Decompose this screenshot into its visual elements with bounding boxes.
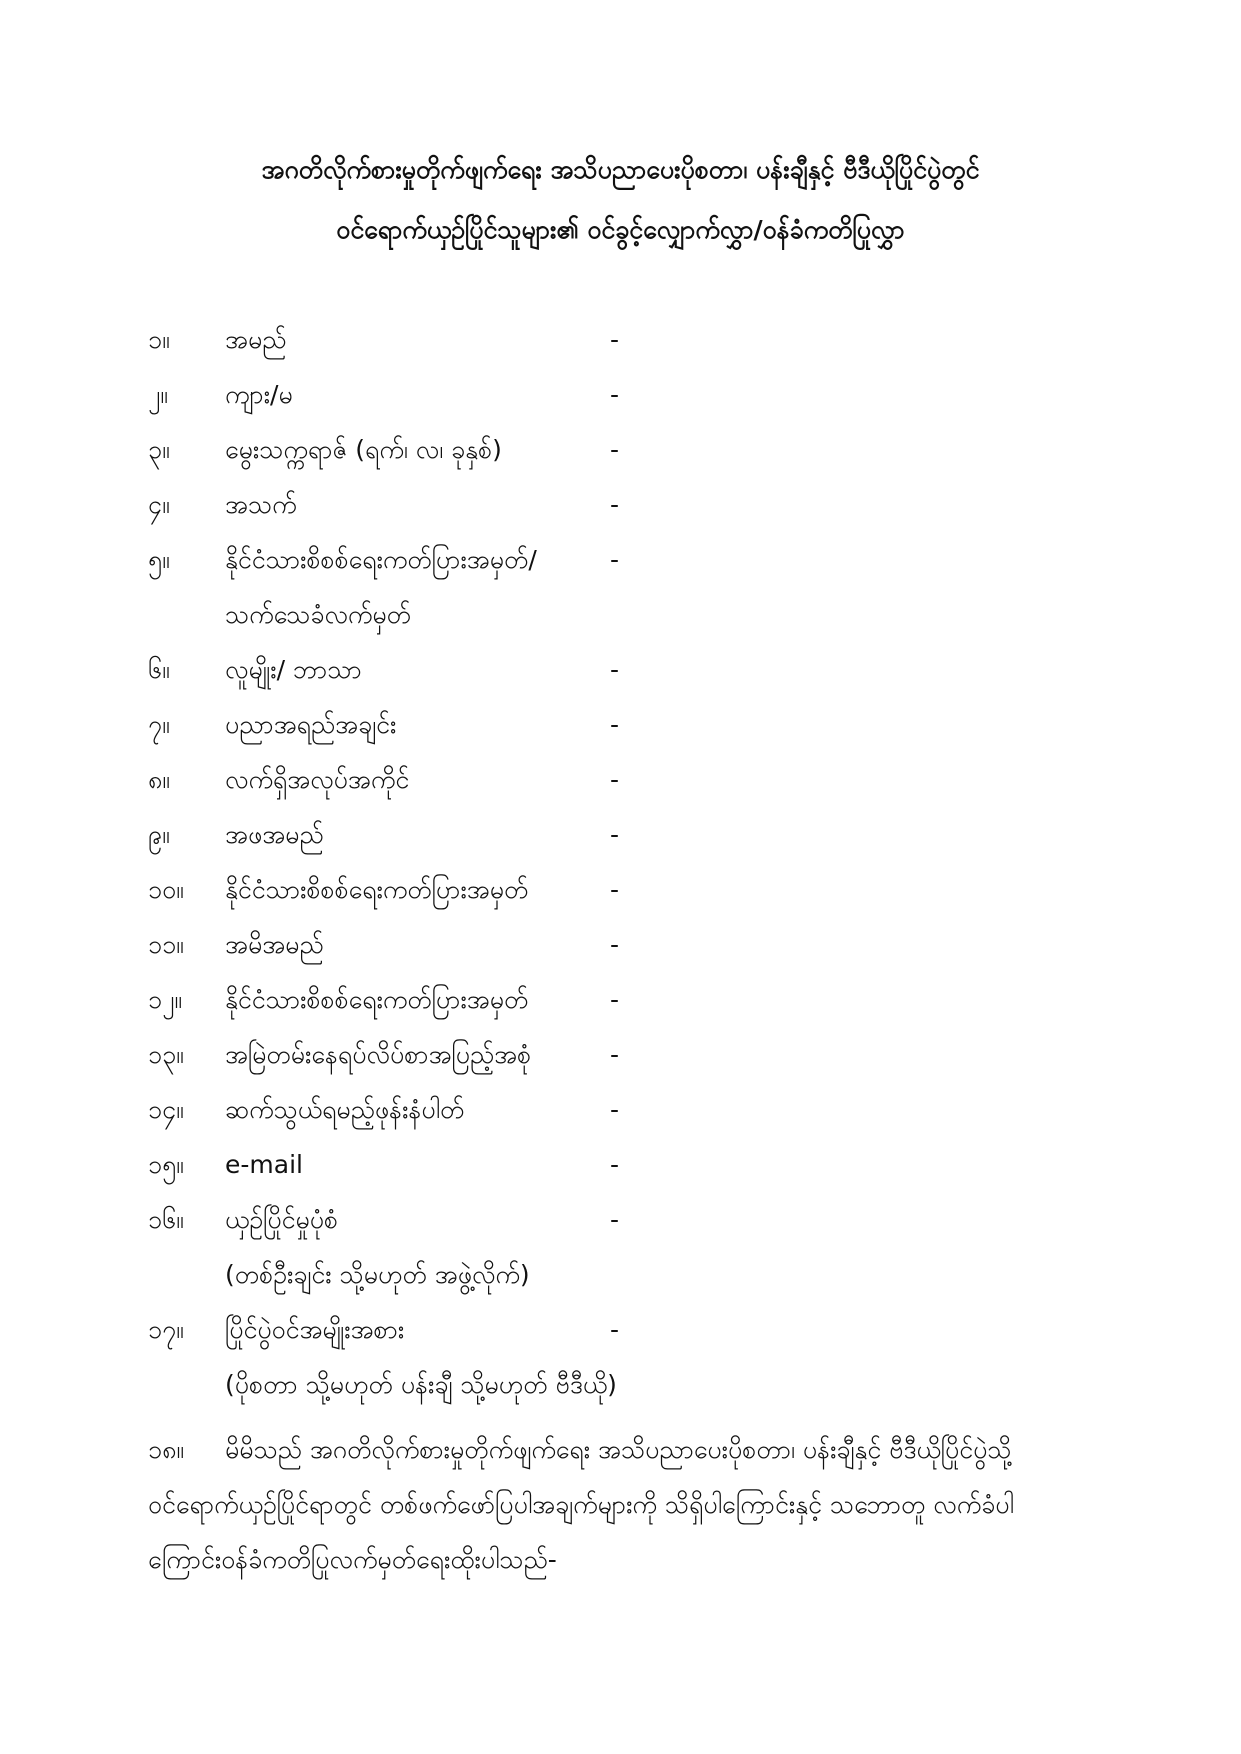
- form-field-row: [148, 752, 1148, 807]
- field-value-dash: -: [610, 325, 620, 354]
- field-label: ပြိုင်ပွဲဝင်အမျိုးအစား: [225, 1315, 405, 1344]
- declaration-line-3: ကြောင်းဝန်ခံကတိပြုလက်မှတ်ရေးထိုးပါသည်-: [148, 1545, 557, 1574]
- field-value-dash: -: [610, 490, 620, 519]
- field-value-dash: -: [610, 1315, 620, 1344]
- field-number: ၇။: [148, 710, 170, 739]
- field-label: ယှဉ်ပြိုင်မှုပုံစံ: [225, 1205, 339, 1234]
- form-field-row: [148, 1027, 1148, 1082]
- form-field-row: [148, 532, 1148, 587]
- declaration-line-2: ဝင်ရောက်ယှဉ်ပြိုင်ရာတွင် တစ်ဖက်ဖော်ပြပါအချက်များကို သိရှိပါကြောင်းနှင့် သဘောတူ လက်ခံပါ: [148, 1490, 1014, 1519]
- field-label: အဖအမည်: [225, 820, 324, 849]
- form-field-row: [148, 642, 1148, 697]
- declaration-paragraph: [148, 1422, 1148, 1587]
- form-field-row: [148, 477, 1148, 532]
- field-number: ၆။: [148, 655, 170, 684]
- field-number: ၁၇။: [148, 1315, 184, 1344]
- field-number: ၁၀။: [148, 875, 184, 904]
- form-field-list: [148, 312, 1148, 1412]
- form-field-row: [148, 1302, 1148, 1357]
- field-number: ၃။: [148, 435, 170, 464]
- field-label: အသက်: [225, 490, 297, 519]
- field-number: ၉။: [148, 820, 170, 849]
- form-field-row: [148, 1192, 1148, 1247]
- field-label: အမြဲတမ်းနေရပ်လိပ်စာအပြည့်အစုံ: [225, 1040, 532, 1069]
- field-label: သက်သေခံလက်မှတ်: [225, 600, 411, 629]
- form-field-row: [148, 367, 1148, 422]
- field-number: ၁၅။: [148, 1150, 184, 1179]
- declaration-number: ၁၈။: [148, 1435, 184, 1464]
- form-field-row: [148, 807, 1148, 862]
- field-label: (တစ်ဦးချင်း သို့မဟုတ် အဖွဲ့လိုက်): [225, 1260, 530, 1289]
- field-value-dash: -: [610, 985, 620, 1014]
- field-value-dash: -: [610, 820, 620, 849]
- form-field-row: [148, 1137, 1148, 1192]
- field-label: နိုင်ငံသားစိစစ်ရေးကတ်ပြားအမှတ်: [225, 985, 529, 1014]
- field-label: အမည်: [225, 325, 287, 354]
- form-field-row: [148, 697, 1148, 752]
- declaration-text-1: မိမိသည် အဂတိလိုက်စားမှုတိုက်ဖျက်ရေး အသိပညာပေးပိုစတာ၊ ပန်းချီနှင့် ဗီဒီယိုပြိုင်ပွဲသို့: [225, 1435, 1012, 1464]
- field-value-dash: -: [610, 545, 620, 574]
- field-number: ၂။: [148, 380, 168, 409]
- field-number: ၅။: [148, 545, 170, 574]
- declaration-line-1: [148, 1422, 1148, 1477]
- field-label: ဆက်သွယ်ရမည့်ဖုန်းနံပါတ်: [225, 1095, 465, 1124]
- field-value-dash: -: [610, 765, 620, 794]
- title-line-1: အဂတိလိုက်စားမှုတိုက်ဖျက်ရေး အသိပညာပေးပိုစတာ၊ ပန်းချီနှင့် ဗီဒီယိုပြိုင်ပွဲတွင်: [261, 155, 980, 184]
- field-number: ၁၂။: [148, 985, 182, 1014]
- title-line-2: ဝင်ရောက်ယှဉ်ပြိုင်သူများ၏ ဝင်ခွင့်လျှောက်လွှာ/ဝန်ခံကတိပြုလွှာ: [336, 215, 905, 244]
- form-field-row: [148, 1082, 1148, 1137]
- field-value-dash: -: [610, 1095, 620, 1124]
- field-label: နိုင်ငံသားစိစစ်ရေးကတ်ပြားအမှတ်: [225, 875, 529, 904]
- form-field-row: [148, 862, 1148, 917]
- field-value-dash: -: [610, 930, 620, 959]
- field-number: ၄။: [148, 490, 170, 519]
- field-label: ကျား/မ: [225, 380, 293, 409]
- field-label: အမိအမည်: [225, 930, 324, 959]
- field-label: လူမျိုး/ ဘာသာ: [225, 655, 362, 684]
- field-label: e-mail: [225, 1150, 303, 1179]
- field-label: (ပိုစတာ သို့မဟုတ် ပန်းချီ သို့မဟုတ် ဗီဒီယို): [225, 1370, 617, 1399]
- field-value-dash: -: [610, 435, 620, 464]
- form-field-row: [148, 972, 1148, 1027]
- field-value-dash: -: [610, 655, 620, 684]
- form-field-continuation: [148, 1357, 1148, 1412]
- field-number: ၁။: [148, 325, 170, 354]
- form-field-row: [148, 312, 1148, 367]
- field-value-dash: -: [610, 380, 620, 409]
- field-label: နိုင်ငံသားစိစစ်ရေးကတ်ပြားအမှတ်/: [225, 545, 537, 574]
- field-label: မွေးသက္ကရာဇ် (ရက်၊ လ၊ ခုနှစ်): [225, 435, 502, 464]
- field-number: ၁၆။: [148, 1205, 184, 1234]
- field-number: ၁၄။: [148, 1095, 184, 1124]
- form-field-row: [148, 917, 1148, 972]
- field-number: ၈။: [148, 765, 170, 794]
- field-value-dash: -: [610, 875, 620, 904]
- form-title: [0, 140, 1241, 260]
- field-number: ၁၃။: [148, 1040, 184, 1069]
- form-field-continuation: [148, 587, 1148, 642]
- field-value-dash: -: [610, 1150, 620, 1179]
- field-label: လက်ရှိအလုပ်အကိုင်: [225, 765, 410, 794]
- field-value-dash: -: [610, 710, 620, 739]
- field-value-dash: -: [610, 1040, 620, 1069]
- field-value-dash: -: [610, 1205, 620, 1234]
- field-number: ၁၁။: [148, 930, 184, 959]
- field-label: ပညာအရည်အချင်း: [225, 710, 397, 739]
- form-field-continuation: [148, 1247, 1148, 1302]
- form-field-row: [148, 422, 1148, 477]
